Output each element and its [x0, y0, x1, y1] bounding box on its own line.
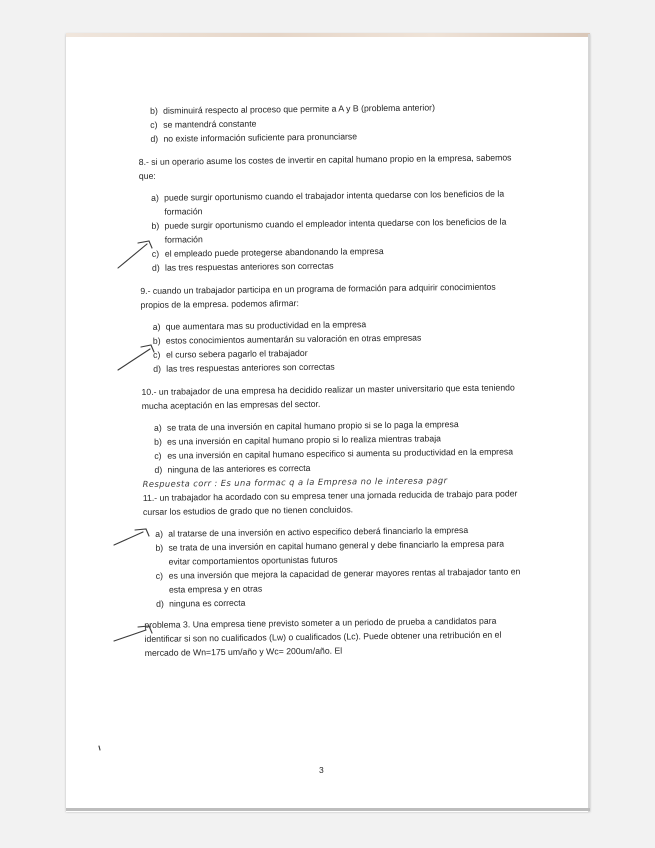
- option-letter: c): [151, 248, 160, 259]
- option-text: se trata de una inversión en capital humano propio si se lo paga la empresa: [166, 419, 459, 433]
- option-text: estos conocimientos aumentarán su valoración en otras empresas: [165, 332, 422, 346]
- option-text: es una inversión en capital humano propio si lo realiza mientras trabaja: [167, 433, 441, 447]
- option-text: el empleado puede protegerse abandonando la empresa: [164, 246, 384, 259]
- margin-pen-dot: [99, 746, 100, 750]
- option-text: no existe información suficiente para pronunciarse: [163, 131, 358, 144]
- option-letter: a): [155, 528, 164, 539]
- option-text: se trata de una inversión en capital humano general y debe financiarlo la empresa para evitar comportamientos oportunistas futuros: [168, 538, 505, 567]
- answer-check-mark-q10: [114, 529, 149, 545]
- option-text: es una inversión en capital humano especifico si aumenta su productividad en la empresa: [167, 446, 514, 461]
- question-9-stem: 9.- cuando un trabajador participa en un programa de formación para adquirir conocimientos propios de la empresa. podemos afirmar:: [140, 281, 496, 310]
- question-11-stem: 11.- un trabajador ha acordado con su empresa tener una jornada reducida de trabajo para poder cursar los estudios de grado que no tienen concluidos.: [142, 488, 518, 517]
- option-text: ninguna de las anteriores es correcta: [167, 462, 311, 475]
- option-text: se mantendrá constante: [163, 118, 257, 130]
- option-text: el curso sebera pagarlo el trabajador: [166, 347, 308, 360]
- option-text: que aumentara mas su productividad en la empresa: [165, 319, 367, 332]
- option-letter: b): [151, 220, 160, 231]
- option-letter: d): [150, 133, 159, 144]
- option-letter: b): [150, 105, 158, 116]
- option-letter: a): [153, 422, 162, 433]
- handwritten-answer-note: Respuesta corr : Es una formac q a la Empresa no le interesa pagr: [142, 475, 448, 489]
- option-text: puede surgir oportunismo cuando el trabajador intenta quedarse con los beneficios de la formación: [164, 188, 505, 217]
- question-8-stem: 8.- si un operario asume los costes de invertir en capital humano propio en la empresa, sabemos que:: [138, 152, 512, 181]
- option-letter: c): [155, 570, 164, 581]
- page-number: 3: [319, 765, 324, 775]
- option-letter: b): [154, 436, 162, 447]
- option-letter: c): [153, 349, 161, 360]
- option-text: puede surgir oportunismo cuando el empleador intenta quedarse con los beneficios de la formación: [164, 216, 507, 245]
- option-letter: d): [153, 363, 162, 374]
- option-letter: d): [151, 262, 160, 273]
- option-text: es una inversión que mejora la capacidad de generar mayores rentas al trabajador tanto en esta empresa y en otras: [168, 566, 521, 595]
- option-text: ninguna es correcta: [169, 597, 246, 609]
- option-letter: c): [150, 119, 158, 130]
- option-text: las tres respuestas anteriores son correctas: [166, 361, 335, 374]
- problem-3-text: problema 3. Una empresa tiene previsto someter a un periodo de prueba a candidatos para identificar si son no cualificados (Lw) o cualificados (Lc). Puede obtener una retribución en el mercado de Wn=175 um/año y Wc= 200um/año. El: [144, 615, 502, 658]
- option-letter: a): [151, 192, 159, 203]
- option-text: disminuirá respecto al proceso que permite a A y B (problema anterior): [163, 102, 435, 116]
- option-letter: a): [152, 321, 161, 332]
- option-letter: d): [154, 464, 163, 475]
- option-letter: c): [154, 450, 162, 461]
- question-10-stem: 10.- un trabajador de una empresa ha decidido realizar un master universitario que esta teniendo mucha aceptación en las empresas del sector.: [141, 382, 515, 411]
- answer-check-mark-q11: [114, 626, 152, 641]
- option-text: las tres respuestas anteriores son correctas: [164, 260, 334, 273]
- answer-check-mark-q8: [118, 241, 152, 268]
- answer-check-mark-q9: [118, 345, 154, 370]
- option-letter: b): [152, 335, 161, 346]
- option-letter: b): [155, 542, 164, 553]
- option-letter: d): [156, 598, 164, 609]
- option-text: al tratarse de una inversión en activo especifico deberá financiarlo la empresa: [168, 524, 469, 539]
